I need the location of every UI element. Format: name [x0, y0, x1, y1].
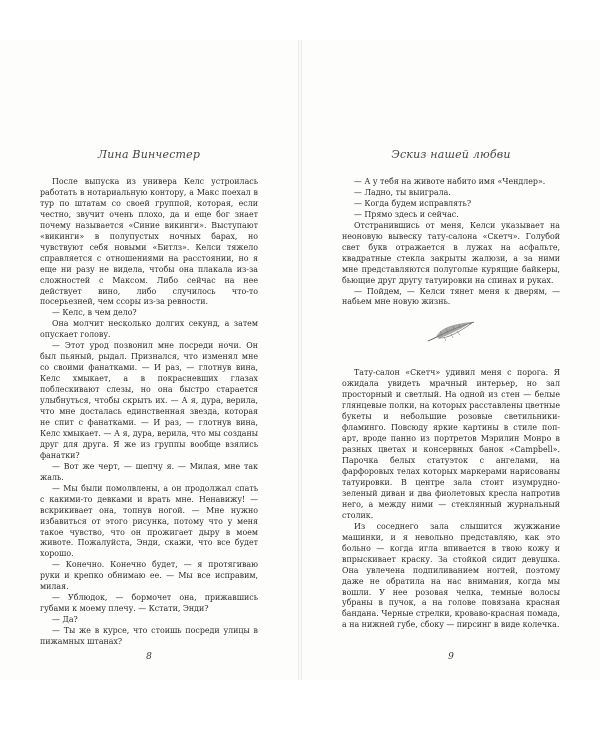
running-head-title: Эскиз нашей любви	[391, 148, 511, 161]
paragraph: — Ты же в курсе, что стоишь посреди улицы в пижамных штанах?	[40, 626, 258, 647]
paragraph: — Прямо здесь и сейчас.	[354, 209, 459, 219]
paragraph: — Когда будем исправлять?	[354, 198, 472, 208]
paragraph: После выпуска из универа Келс устроилась работать в нотариальную контору, а Макс поехал в тур по штатам со своей группой, которая, если честно, звучит очень плохо, да и еще бог знает почему называется «Синие викинги». Выступают «викинги» в полупустых ночных барах, но чувствуют себя новыми «Битлз». Келси тяжело справляется с отношениями на расстоянии, но я еще ни разу не видела, чтобы она плакала из-за сложностей с Максом. Либо сейчас на нее действует вино, либо случилось что-то посерьезней, чем ссоры из-за ревности.	[40, 177, 258, 307]
paragraph: Отстранившись от меня, Келси указывает на неоновую вывеску тату-салона «Скетч». Голубой свет букв отражается в лужах на асфальте, квадратные стекла закрыты жалюзи, а за ними мне представляются полуголые курящие байкеры, бьющие друг другу татуировки на спинах и руках.	[342, 220, 560, 285]
page-number-right: 9	[448, 652, 454, 662]
paragraph: Из соседнего зала слышится жужжание машинки, и я невольно представляю, как это больно — когда игла впивается в твою кожу и впрыскивает краску. За стойкой сидит девушка. Она увлечена подпиливанием ногтей, поэтому даже не обратила на нас внимания, когда мы вошли. У нее розовая челка, темные волосы убраны в пучок, а на голове повязана красная бандана. Черные стрелки, кроваво-красная помада, а на нижней губе, сбоку — пирсинг в виде колечка.	[342, 521, 560, 630]
paragraph: — Этот урод позвонил мне посреди ночи. Он был пьяный, рыдал. Признался, что изменял мне со своими фанатками. — И раз, — глотнув вина, Келс хмыкает, а в покрасневших глазах поблескивают слезы, но она быстро старается улыбнуться, чтобы скрыть их. — А я, дура, верила, что мне досталась единственная звезда, которая не спит с фанатками. — И раз, — глотнув вина, Келс хмыкает. — А я, дура, верила, что мы созданы друг для друга. Я же из группы вообще взялись фанатки?	[40, 341, 258, 460]
left-page	[0, 40, 298, 680]
paragraph: — Да?	[52, 615, 78, 625]
paragraph: — Мы были помолвлены, а он продолжал спать с какими-то девками и врать мне. Ненавижу! — вскрикивает она, топнув ногой. — Мне нужно избавиться от этого рисунка, потому что у меня такое чувство, что он прожигает дыру в моем животе. Пожалуйста, Энди, скажи, что все будет хорошо.	[40, 483, 258, 559]
paragraph: Тату-салон «Скетч» удивил меня с порога. Я ожидала увидеть мрачный интерьер, но зал просторный и светлый. На одной из стен — белые глянцевые полки, на которых расставлены цветные букеты и небольшие розовые светильники-фламинго. Повсюду яркие картины в стиле поп-арт, вроде панно из портретов Мэрилин Монро в разных цветах и консервных банок «Campbell». Парочка белых статуэток с ангелами, на фарфоровых телах которых маркерами нарисованы татуировки. В центре зала стоит изумрудно-зеленый диван и два фиолетовых кресла напротив него, а между ними — стеклянный журнальный столик.	[342, 368, 560, 520]
left-page-text	[40, 177, 258, 648]
paragraph: Она молчит несколько долгих секунд, а затем опускает голову.	[40, 319, 258, 340]
paragraph: — Вот же черт, — шепчу я. — Милая, мне так жаль.	[40, 461, 258, 482]
right-page	[302, 40, 600, 680]
running-head-author: Лина Винчестер	[97, 148, 201, 161]
paragraph: — Ладно, ты выиграла.	[354, 187, 451, 197]
paragraph: — Келс, в чем дело?	[52, 308, 137, 318]
right-page-text	[342, 177, 560, 631]
paragraph: — Пойдем, — Келси тянет меня к дверям, — набьем мне новую жизнь.	[342, 286, 560, 307]
paragraph: — Конечно. Конечно будет, — я протягиваю руки и крепко обнимаю ее. — Мы все исправим, милая.	[40, 560, 258, 592]
page-number-left: 8	[146, 652, 152, 662]
feather-icon	[424, 319, 478, 345]
paragraph: — Ублюдок, — бормочет она, прижавшись губами к моему плечу. — Кстати, Энди?	[40, 593, 258, 614]
paragraph: — А у тебя на животе набито имя «Чендлер».	[354, 177, 546, 186]
